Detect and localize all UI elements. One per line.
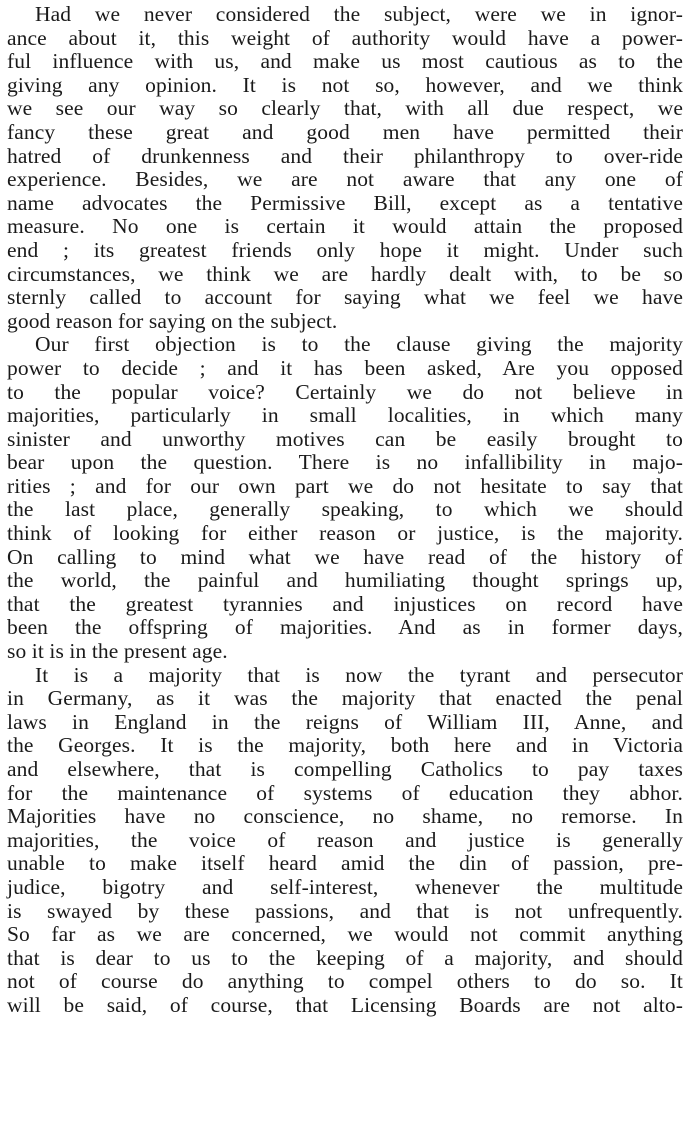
text-line: that the greatest tyrannies and injustices on record have [7, 591, 683, 616]
text-line: will be said, of course, that Licensing Boards are not alto- [7, 992, 683, 1017]
text-line: end ; its greatest friends only hope it might. Under such [7, 237, 683, 262]
text-line: So far as we are concerned, we would not commit anything [7, 922, 683, 947]
text-line: for the maintenance of systems of education they abhor. [7, 780, 683, 805]
text-line: experience. Besides, we are not aware that any one of [7, 167, 683, 192]
text-line: ance about it, this weight of authority would have a power- [7, 25, 683, 50]
text-line: so it is in the present age. [7, 639, 228, 664]
text-line: we see our way so clearly that, with all due respect, we [7, 96, 683, 121]
text-line: unable to make itself heard amid the din of passion, pre- [7, 851, 683, 876]
text-line: in Germany, as it was the majority that enacted the penal [7, 686, 683, 711]
paragraph [7, 3, 683, 333]
text-line: judice, bigotry and self-interest, whenever the multitude [7, 874, 683, 899]
text-line: that is dear to us to the keeping of a majority, and should [7, 945, 683, 970]
text-line: fancy these great and good men have permitted their [7, 119, 683, 144]
paragraph [7, 333, 683, 663]
text-line: laws in England in the reigns of William III, Anne, and [7, 709, 683, 734]
text-line: Had we never considered the subject, were we in ignor- [35, 2, 683, 26]
text-line: power to decide ; and it has been asked, Are you opposed [7, 355, 683, 380]
text-line: It is a majority that is now the tyrant and persecutor [35, 662, 683, 687]
text-line: to the popular voice? Certainly we do not believe in [7, 379, 683, 404]
text-line: measure. No one is certain it would attain the proposed [7, 214, 683, 239]
text-line: been the offspring of majorities. And as in former days, [7, 615, 683, 640]
text-line: rities ; and for our own part we do not hesitate to say that [7, 473, 683, 498]
paragraph [7, 664, 683, 1018]
text-line: circumstances, we think we are hardly dealt with, to be so [7, 261, 683, 286]
text-line: giving any opinion. It is not so, however, and we think [7, 72, 683, 97]
text-line: the last place, generally speaking, to which we should [7, 497, 683, 522]
article-body [7, 3, 683, 1018]
text-line: the Georges. It is the majority, both here and in Victoria [7, 733, 683, 758]
text-line: sinister and unworthy motives can be easily brought to [7, 426, 683, 451]
text-line: Majorities have no conscience, no shame, no remorse. In [7, 804, 683, 829]
text-line: name advocates the Permissive Bill, except as a tentative [7, 190, 683, 215]
text-line: and elsewhere, that is compelling Catholics to pay taxes [7, 757, 683, 781]
text-line: bear upon the question. There is no infallibility in majo- [7, 450, 683, 475]
text-line: Our first objection is to the clause giving the majority [35, 332, 683, 357]
text-line: think of looking for either reason or justice, is the majority. [7, 521, 683, 546]
text-line: hatred of drunkenness and their philanthropy to over-ride [7, 143, 683, 168]
text-line: sternly called to account for saying what we feel we have [7, 285, 683, 310]
text-line: On calling to mind what we have read of the history of [7, 544, 683, 569]
text-line: majorities, the voice of reason and justice is generally [7, 827, 683, 852]
text-line: good reason for saying on the subject. [7, 308, 338, 333]
text-line: not of course do anything to compel others to do so. It [7, 969, 683, 994]
text-line: ful influence with us, and make us most cautious as to the [7, 49, 683, 74]
text-line: is swayed by these passions, and that is not unfrequently. [7, 898, 683, 923]
text-line: the world, the painful and humiliating thought springs up, [7, 568, 683, 593]
text-line: majorities, particularly in small localities, in which many [7, 403, 683, 428]
